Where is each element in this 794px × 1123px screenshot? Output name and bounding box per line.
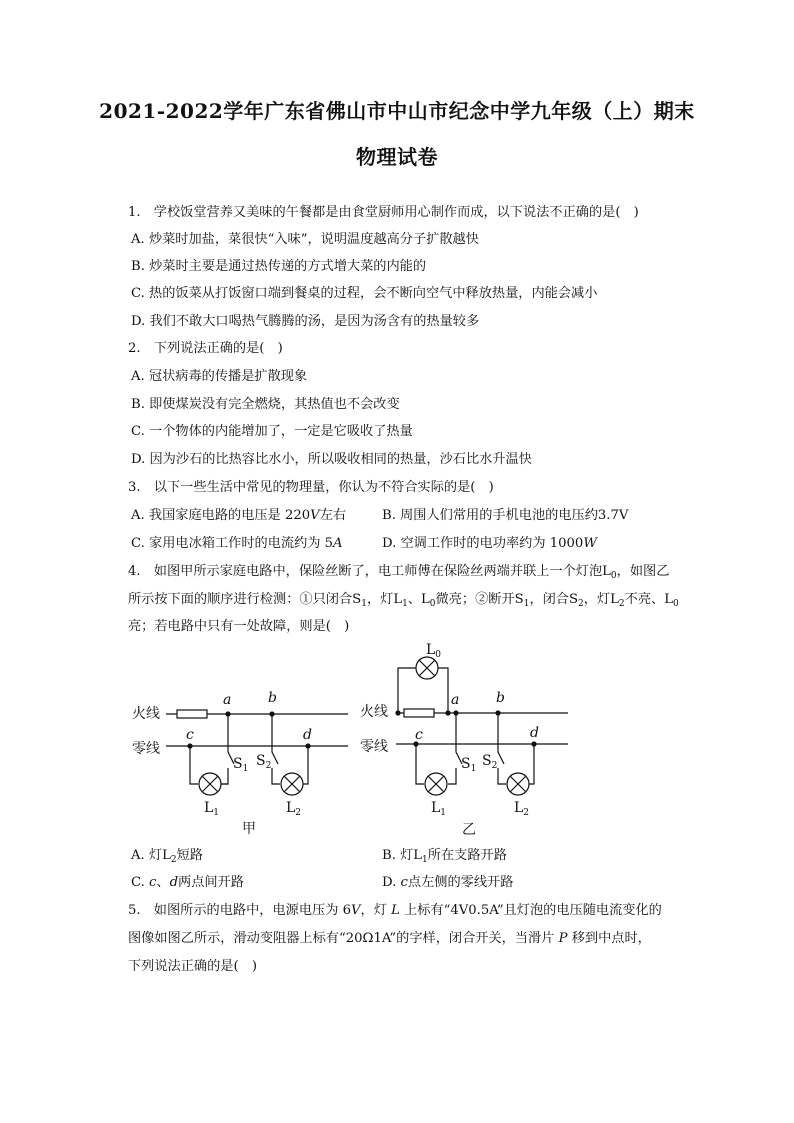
q2-option-d: D. 因为沙石的比热容比水小，所以吸收相同的热量，沙石比水升温快 [131, 452, 532, 467]
jia-live-label: 火线 [132, 706, 160, 722]
jia-label-d: d [303, 727, 312, 743]
yi-label-l2: $L_2$ [514, 800, 530, 818]
yi-switch-s2 [498, 713, 506, 784]
q4-l2-s4: 1 [523, 599, 530, 609]
q4-c-var-d: d [169, 875, 179, 890]
q4-d-text: D. [382, 875, 401, 890]
yi-label-s1: $S_1$ [461, 756, 477, 774]
q4-d-tail: 点左侧的零线开路 [407, 875, 514, 890]
q3-a-unit: V [310, 508, 320, 523]
q4-d-var-c: c [400, 875, 408, 890]
q4-b-sub: 1 [422, 855, 428, 865]
q4-a-sub: 2 [170, 855, 177, 865]
yi-label-s2: $S_2$ [482, 753, 498, 771]
q4-option-a [131, 847, 203, 865]
q4-l2-c: 、L [407, 592, 430, 607]
circuit-diagram [120, 640, 590, 840]
yi-branch1-left [416, 744, 424, 784]
q4-option-b [382, 847, 507, 865]
jia-branch2-right [303, 746, 308, 784]
label-jia: 甲 [242, 821, 256, 837]
q4-l2-f: ，灯L [583, 592, 619, 607]
q3-a-text: A. 我国家庭电路的电压是 220 [131, 508, 311, 523]
q4-l2-s3: 0 [429, 599, 436, 609]
jia-label-l1: $L_1$ [204, 800, 220, 818]
yi-label-a: a [451, 692, 460, 708]
title-line-1: 2021-2022学年广东省佛山市中山市纪念中学九年级（上）期末 [99, 99, 695, 123]
q5-l1-a: 5. 如图所示的电路中，电源电压为 6 [128, 903, 351, 918]
q3-d-unit: W [583, 536, 597, 551]
q3-option-b: B. 周围人们常用的手机电池的电压约3.7V [382, 508, 629, 523]
q4-b-text: B. 灯L [382, 848, 423, 863]
q4-b-tail: 所在支路开路 [427, 848, 507, 863]
q3-c-unit: A [333, 536, 343, 551]
q4-l2-g: 不亮、L [624, 592, 673, 607]
yi-label-c: c [415, 727, 423, 743]
jia-label-c: c [186, 727, 194, 743]
q1-option-b: B. 炒菜时主要是通过热传递的方式增大菜的内能的 [131, 259, 427, 274]
q4-c-var-c: c [149, 875, 157, 890]
q5-l2-text: 图像如图乙所示，滑动变阻器上标有“20Ω1A”的字样，闭合开关，当滑片 [128, 931, 559, 946]
jia-label-a: a [223, 692, 232, 708]
q2-option-a: A. 冠状病毒的传播是扩散现象 [131, 369, 308, 384]
jia-switch-s2 [272, 714, 280, 784]
q4-c-sep: 、 [156, 875, 170, 890]
q4-line-1 [128, 563, 669, 581]
q1-option-d: D. 我们不敢大口喝热气腾腾的汤，是因为汤含有的热量较多 [131, 314, 480, 329]
q4-l2-a: 所示按下面的顺序进行检测：①只闭合S [128, 592, 362, 607]
q4-c-tail: 两点间开路 [178, 875, 244, 890]
q3-d-text: D. 空调工作时的电功率约为 1000 [382, 536, 584, 551]
q5-line-3: 下列说法正确的是( ) [128, 959, 257, 974]
jia-switch-s1 [222, 714, 234, 784]
yi-label-l1: $L_1$ [431, 800, 447, 818]
q5-l1-c: 上标有“4V0.5A”且灯泡的电压随电流变化的 [399, 903, 662, 918]
q4-l2-s2: 1 [402, 599, 408, 609]
q3-c-text: C. 家用电冰箱工作时的电流约为 5 [131, 536, 334, 551]
title-line-2: 物理试卷 [356, 145, 438, 169]
q4-l2-d: 微亮；②断开S [435, 592, 524, 607]
yi-live-label: 火线 [360, 704, 388, 720]
q5-l2-p: P [558, 931, 568, 946]
q1-option-c: C. 热的饭菜从打饭窗口端到餐桌的过程，会不断向空气中释放热量，内能会减小 [131, 286, 598, 301]
q3-a-tail: 左右 [319, 508, 347, 523]
q4-l2-b: ，灯L [366, 592, 403, 607]
yi-branch2-right [529, 744, 534, 784]
q5-l1-v: V [350, 903, 361, 918]
q4-line-2 [128, 591, 679, 609]
q1-stem: 1. 学校饭堂营养又美味的午餐都是由食堂厨师用心制作而成，以下说法不正确的是( ) [128, 205, 639, 220]
q4-line-3: 亮；若电路中只有一处故障，则是( ) [128, 619, 350, 634]
jia-label-b: b [268, 690, 277, 706]
yi-fuse [404, 709, 434, 717]
q4-l2-s5: 2 [578, 599, 584, 609]
yi-label-d: d [530, 725, 539, 741]
q4-option-c [131, 874, 244, 892]
jia-label-l2: $L_2$ [286, 800, 302, 818]
q5-line-1 [128, 902, 662, 920]
q4-a-tail: 短路 [176, 848, 203, 863]
jia-fuse [177, 710, 207, 718]
q4-c-text: C. [131, 875, 150, 890]
q4-l1-sub: 0 [610, 571, 617, 581]
q2-option-c: C. 一个物体的内能增加了，一定是它吸收了热量 [131, 424, 413, 439]
q4-l1-end: ，如图乙 [616, 564, 670, 579]
yi-neutral-label: 零线 [360, 739, 388, 755]
yi-switch-s1 [448, 713, 462, 784]
jia-neutral-label: 零线 [132, 741, 160, 757]
q5-l1-b: ，灯 [360, 903, 392, 918]
q3-stem: 3. 以下一些生活中常见的物理量，你认为不符合实际的是( ) [128, 480, 494, 495]
q5-line-2 [128, 930, 651, 948]
jia-label-s2: $S_2$ [256, 753, 272, 771]
q4-l2-e: ，闭合S [529, 592, 579, 607]
q2-option-b: B. 即使煤炭没有完全燃烧，其热值也不会改变 [131, 397, 400, 412]
q4-l1-text: 4. 如图甲所示家庭电路中，保险丝断了，电工师傅在保险丝两端并联上一个灯泡L [128, 564, 611, 579]
yi-l0-node-right [446, 711, 450, 715]
jia-label-s1: $S_1$ [233, 756, 249, 774]
q4-l2-s1: 1 [361, 599, 367, 609]
q2-stem: 2. 下列说法正确的是( ) [128, 341, 283, 356]
q3-option-d [382, 535, 597, 553]
q5-l2-end: 移到中点时， [567, 931, 651, 946]
q3-option-a [131, 507, 346, 525]
q5-l1-l: L [391, 903, 400, 918]
label-yi: 乙 [462, 822, 476, 838]
jia-branch1-left [190, 746, 198, 784]
yi-l0-node-left [396, 711, 400, 715]
q4-l2-s6: 2 [618, 599, 625, 609]
q4-option-d [382, 874, 513, 892]
q1-option-a: A. 炒菜时加盐，菜很快“入味”，说明温度越高分子扩散越快 [131, 232, 479, 247]
q4-a-text: A. 灯L [131, 848, 171, 863]
yi-label-b: b [496, 690, 505, 706]
q3-option-c [131, 535, 343, 553]
yi-label-l0: $L_0$ [426, 642, 442, 660]
q4-l2-s7: 0 [672, 599, 679, 609]
